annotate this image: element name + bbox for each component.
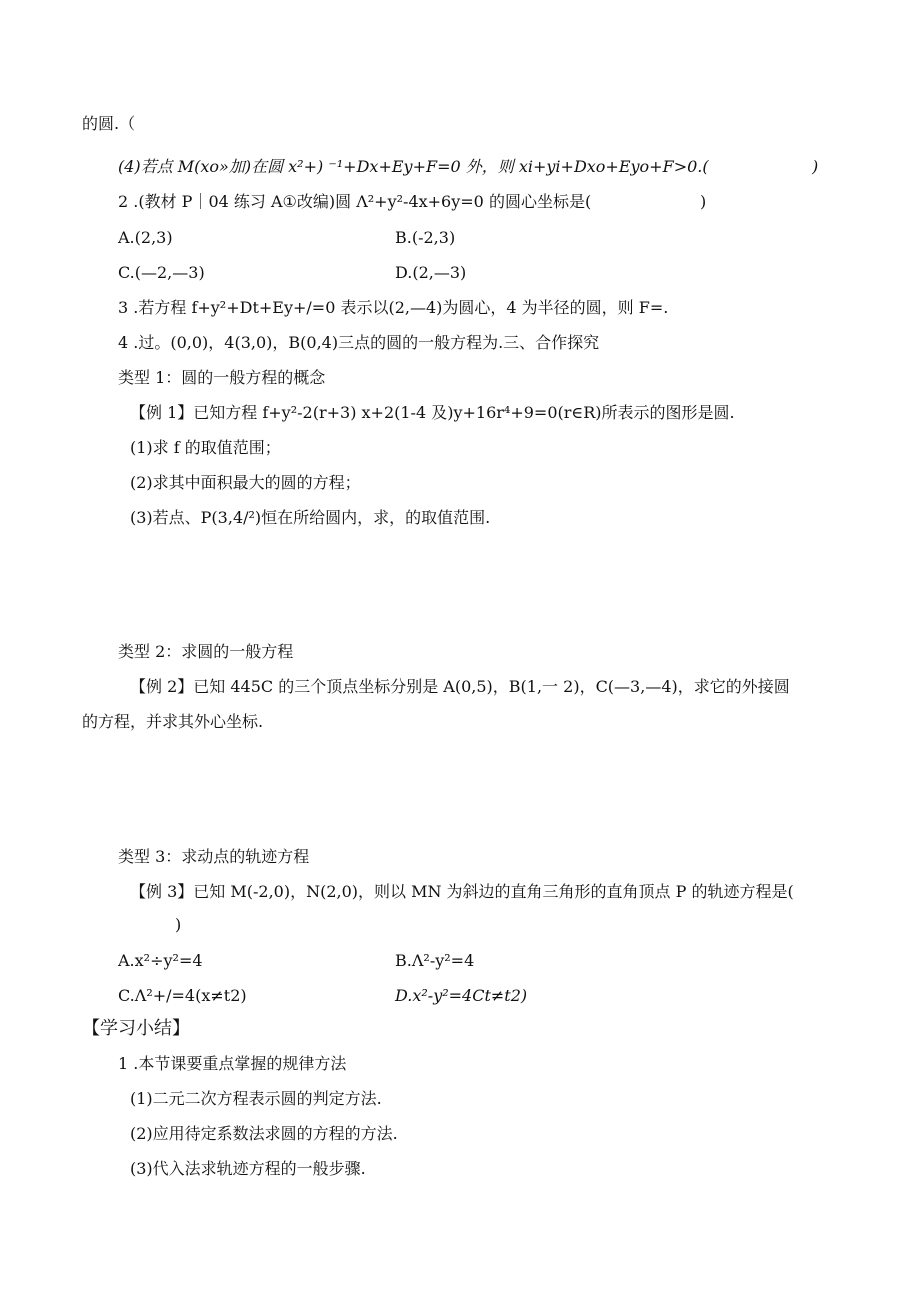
- question-1-4: (4)若点 M(xo»加)在圆 x²+) ⁻¹+Dx+Ey+F=0 外，则 xi+yi+Dxo+Eyo+F>0.(: [118, 157, 709, 176]
- summary-point-2: (2)应用待定系数法求圆的方程的方法.: [130, 1124, 398, 1143]
- summary-point-1: (1)二元二次方程表示圆的判定方法.: [130, 1089, 382, 1108]
- question-3: 3 .若方程 f+y²+Dt+Ey+/=0 表示以(2,—4)为圆心，4 为半径的圆，则 F=.: [118, 298, 669, 317]
- question-4: 4 .过。(0,0)，4(3,0)，B(0,4)三点的圆的一般方程为.三、合作探究: [118, 333, 600, 352]
- example-3-option-c: C.Λ²+/=4(x≠t2): [118, 986, 247, 1005]
- option-a: A.(2,3): [118, 228, 173, 247]
- example-1: 【例 1】已知方程 f+y²-2(r+3) x+2(1-4 及)y+16r⁴+9=0(r∈R)所表示的图形是圆.: [130, 403, 735, 422]
- question-2: 2 .(教材 P｜04 练习 A①改编)圆 Λ²+y²-4x+6y=0 的圆心坐标是(: [118, 192, 592, 211]
- example-3-option-b: B.Λ²-y²=4: [395, 951, 475, 970]
- example-2-continuation: 的方程，并求其外心坐标.: [82, 712, 264, 731]
- example-1-part-2: (2)求其中面积最大的圆的方程；: [130, 473, 361, 492]
- type-3-heading: 类型 3：求动点的轨迹方程: [118, 847, 310, 866]
- summary-heading: 【学习小结】: [82, 1018, 190, 1039]
- summary-item-1: 1 .本节课要重点掌握的规律方法: [118, 1054, 347, 1073]
- type-1-heading: 类型 1：圆的一般方程的概念: [118, 368, 326, 387]
- example-3: 【例 3】已知 M(-2,0)，N(2,0)，则以 MN 为斜边的直角三角形的直角顶点 P 的轨迹方程是(: [130, 882, 794, 901]
- text-line-continuation: 的圆.（: [82, 114, 136, 133]
- example-1-part-1: (1)求 f 的取值范围；: [130, 438, 281, 457]
- type-2-heading: 类型 2：求圆的一般方程: [118, 642, 294, 661]
- question-1-4-bracket: ): [812, 157, 819, 176]
- option-b: B.(-2,3): [395, 228, 456, 247]
- example-1-part-3: (3)若点、P(3,4/²)恒在所给圆内，求，的取值范围.: [130, 508, 491, 527]
- option-d: D.(2,—3): [395, 263, 467, 282]
- example-3-option-d: D.x²-y²=4Ct≠t2): [395, 986, 528, 1005]
- example-3-bracket: ): [175, 915, 182, 934]
- question-2-bracket: ): [700, 192, 707, 211]
- option-c: C.(—2,—3): [118, 263, 205, 282]
- example-3-option-a: A.x²÷y²=4: [118, 951, 203, 970]
- summary-point-3: (3)代入法求轨迹方程的一般步骤.: [130, 1159, 366, 1178]
- example-2: 【例 2】已知 445C 的三个顶点坐标分别是 A(0,5)，B(1,一 2)，C(—3,—4)，求它的外接圆: [130, 677, 790, 696]
